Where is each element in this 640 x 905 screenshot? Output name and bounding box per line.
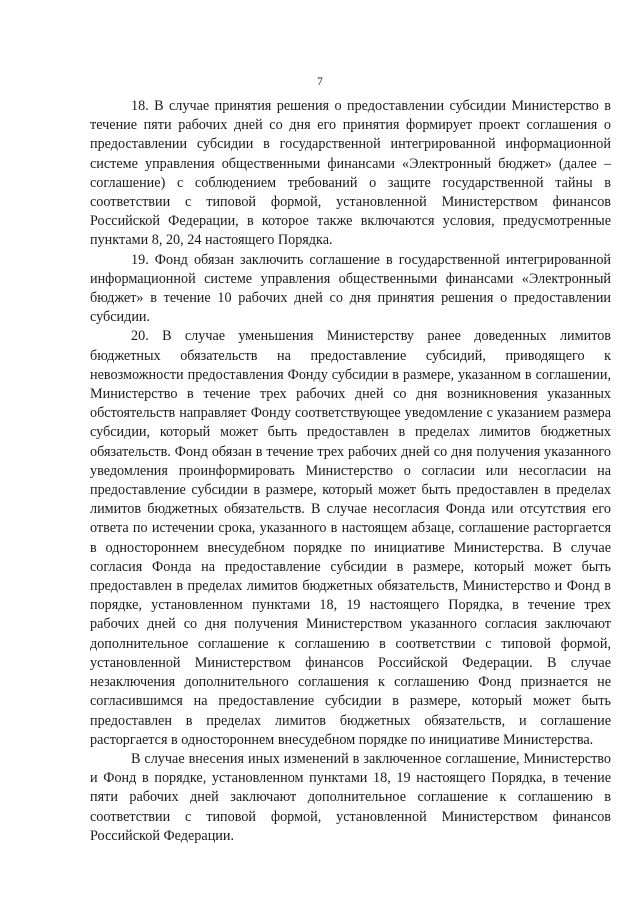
paragraph-19: 19. Фонд обязан заключить соглашение в государственной интегрированной информационной системе управления общественными финансами «Электронный бюджет» в течение 10 рабочих дней со дня принятия решения о предоставлении субсидии. — [90, 251, 611, 326]
document-body — [90, 97, 611, 846]
paragraph-18: 18. В случае принятия решения о предоставлении субсидии Министерство в течение пяти рабочих дней со дня его принятия формирует проект соглашения о предоставлении субсидии в государственной интегрированной информационной системе управления общественными финансами «Электронный бюджет» (далее – соглашение) с соблюдением требований о защите государственной тайны в соответствии с типовой формой, установленной Министерством финансов Российской Федерации, в которое также включаются условия, предусмотренные пунктами 8, 20, 24 настоящего Порядка. — [90, 98, 611, 249]
paragraph-20: 20. В случае уменьшения Министерству ранее доведенных лимитов бюджетных обязательств на предоставление субсидий, приводящего к невозможности предоставления Фонду субсидии в размере, указанном в соглашении, Министерство в течение трех рабочих дней со дня возникновения указанных обстоятельств направляет Фонду соответствующее уведомление с указанием размера субсидии, который может быть предоставлен в пределах лимитов бюджетных обязательств. Фонд обязан в течение трех рабочих дней со дня получения указанного уведомления проинформировать Министерство о согласии или несогласии на предоставление субсидии в размере, который может быть предоставлен в пределах лимитов бюджетных обязательств. В случае несогласия Фонда или отсутствия его ответа по истечении срока, указанного в настоящем абзаце, соглашение расторгается в одностороннем внесудебном порядке по инициативе Министерства. В случае согласия Фонда на предоставление субсидии в размере, который может быть предоставлен в пределах лимитов бюджетных обязательств, Министерство и Фонд в порядке, установленном пунктами 18, 19 настоящего Порядка, в течение трех рабочих дней со дня получения Министерством указанного согласия заключают дополнительное соглашение к соглашению в соответствии с типовой формой, установленной Министерством финансов Российской Федерации. В случае незаключения дополнительного соглашения к соглашению Фонд признается не согласившимся на предоставление субсидии в размере, который может быть предоставлен в пределах лимитов бюджетных обязательств, и соглашение расторгается в одностороннем внесудебном порядке по инициативе Министерства. — [90, 328, 611, 748]
paragraph-20-other-changes: В случае внесения иных изменений в заключенное соглашение, Министерство и Фонд в порядке, установленном пунктами 18, 19 настоящего Порядка, в течение пяти рабочих дней заключают дополнительное соглашение к соглашению в соответствии с типовой формой, установленной Министерством финансов Российской Федерации. — [90, 750, 611, 844]
page-number: 7 — [317, 76, 323, 88]
